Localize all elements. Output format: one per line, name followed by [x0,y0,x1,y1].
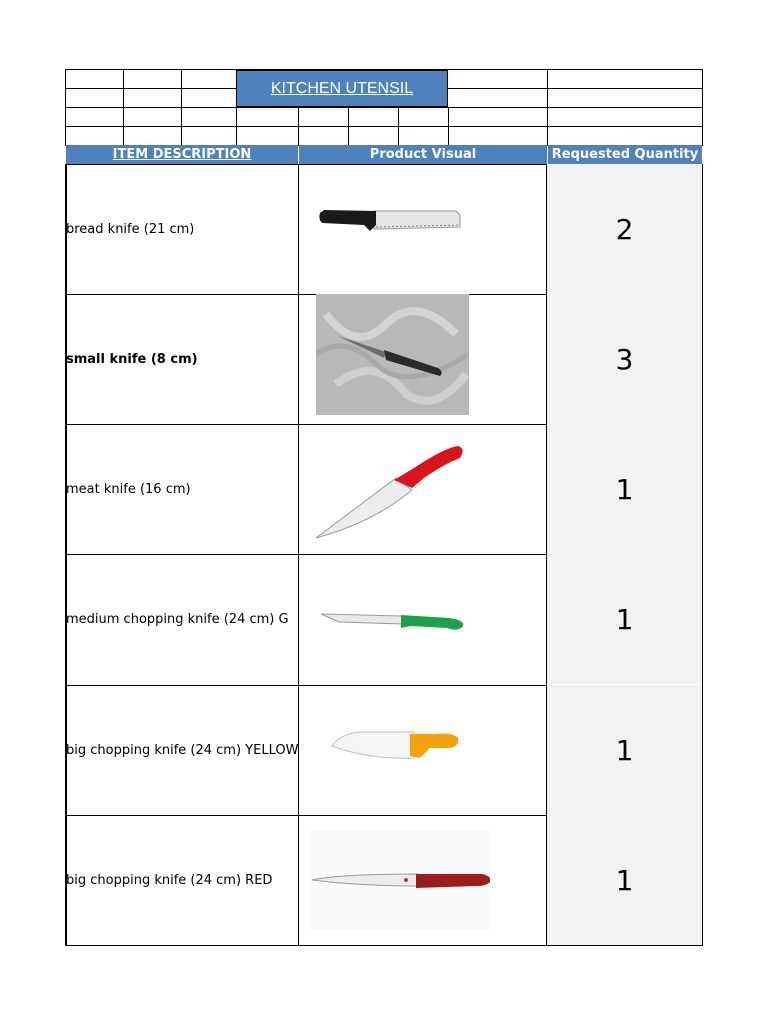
item-quantity: 1 [547,815,702,945]
meat-knife-icon [314,442,466,542]
item-description: medium chopping knife (24 cm) G [66,611,289,627]
item-description: big chopping knife (24 cm) YELLOW [66,742,298,758]
big-chopping-knife-red-icon [310,830,490,930]
item-description: bread knife (21 cm) [66,221,195,237]
small-knife-icon [316,294,469,415]
item-description: meat knife (16 cm) [66,481,191,497]
document-title [236,70,448,107]
header-item-description: ITEM DESCRIPTION [66,145,298,164]
bread-knife-icon [316,203,464,235]
medium-chopping-knife-icon [319,608,467,634]
item-quantity: 1 [547,685,702,815]
big-chopping-knife-yellow-icon [330,728,462,766]
header-requested-quantity: Requested Quantity [548,145,702,164]
item-quantity: 1 [547,424,702,554]
item-quantity: 2 [547,164,702,294]
title-text: KITCHEN UTENSIL [270,79,414,97]
header-product-visual: Product Visual [299,145,547,164]
item-description: small knife (8 cm) [66,351,198,367]
item-description: big chopping knife (24 cm) RED [66,872,273,888]
item-quantity: 3 [547,294,702,424]
item-quantity: 1 [547,554,702,684]
